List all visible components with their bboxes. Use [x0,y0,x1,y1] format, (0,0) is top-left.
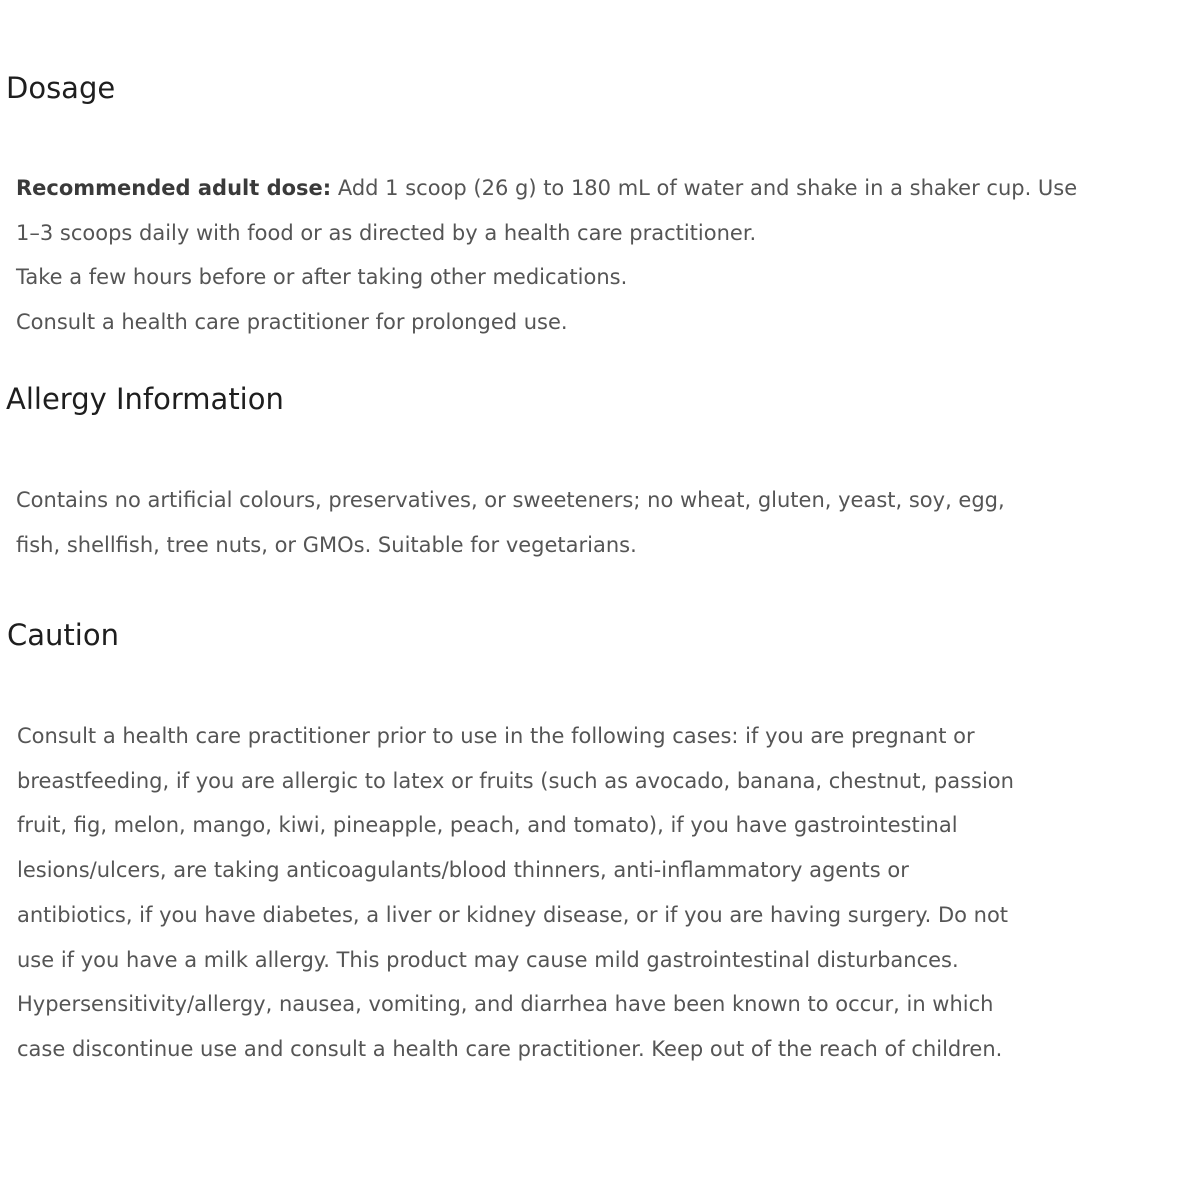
caution-text [17,714,1192,1072]
dosage-line-1 [16,166,1077,211]
caution-line-4: lesions/ulcers, are taking anticoagulants/blood thinners, anti-inflammatory agents or [17,858,909,883]
caution-line-6: use if you have a milk allergy. This product may cause mild gastrointestinal disturbances. [17,947,959,972]
allergy-heading: Allergy Information [6,382,284,416]
caution-line-5: antibiotics, if you have diabetes, a liver or kidney disease, or if you are having surgery. Do not [17,902,1009,927]
dosage-line-1-text: Add 1 scoop (26 g) to 180 mL of water and shake in a shaker cup. Use [331,176,1078,200]
allergy-line-2: fish, shellfish, tree nuts, or GMOs. Suitable for vegetarians. [16,532,637,557]
allergy-line-1: Contains no artificial colours, preservatives, or sweeteners; no wheat, gluten, yeast, soy, egg, [16,488,1005,512]
caution-line-7: Hypersensitivity/allergy, nausea, vomiting, and diarrhea have been known to occur, in which [17,992,994,1017]
dosage-line-2: 1–3 scoops daily with food or as directed by a health care practitioner. [16,220,757,245]
caution-line-3: fruit, fig, melon, mango, kiwi, pineapple, peach, and tomato), if you have gastrointestinal [17,813,958,838]
allergy-text [16,478,1186,567]
caution-line-2: breastfeeding, if you are allergic to latex or fruits (such as avocado, banana, chestnut, passion [17,768,1014,793]
dosage-line-4: Consult a health care practitioner for prolonged use. [16,310,568,335]
caution-line-1: Consult a health care practitioner prior to use in the following cases: if you are pregnant or [17,724,975,748]
dosage-lead-label: Recommended adult dose: [16,176,332,200]
dosage-line-3: Take a few hours before or after taking other medications. [16,265,628,290]
caution-heading: Caution [7,618,119,652]
dosage-heading: Dosage [6,71,116,105]
caution-line-8: case discontinue use and consult a health care practitioner. Keep out of the reach of children. [17,1036,1003,1061]
dosage-text [16,166,1196,345]
